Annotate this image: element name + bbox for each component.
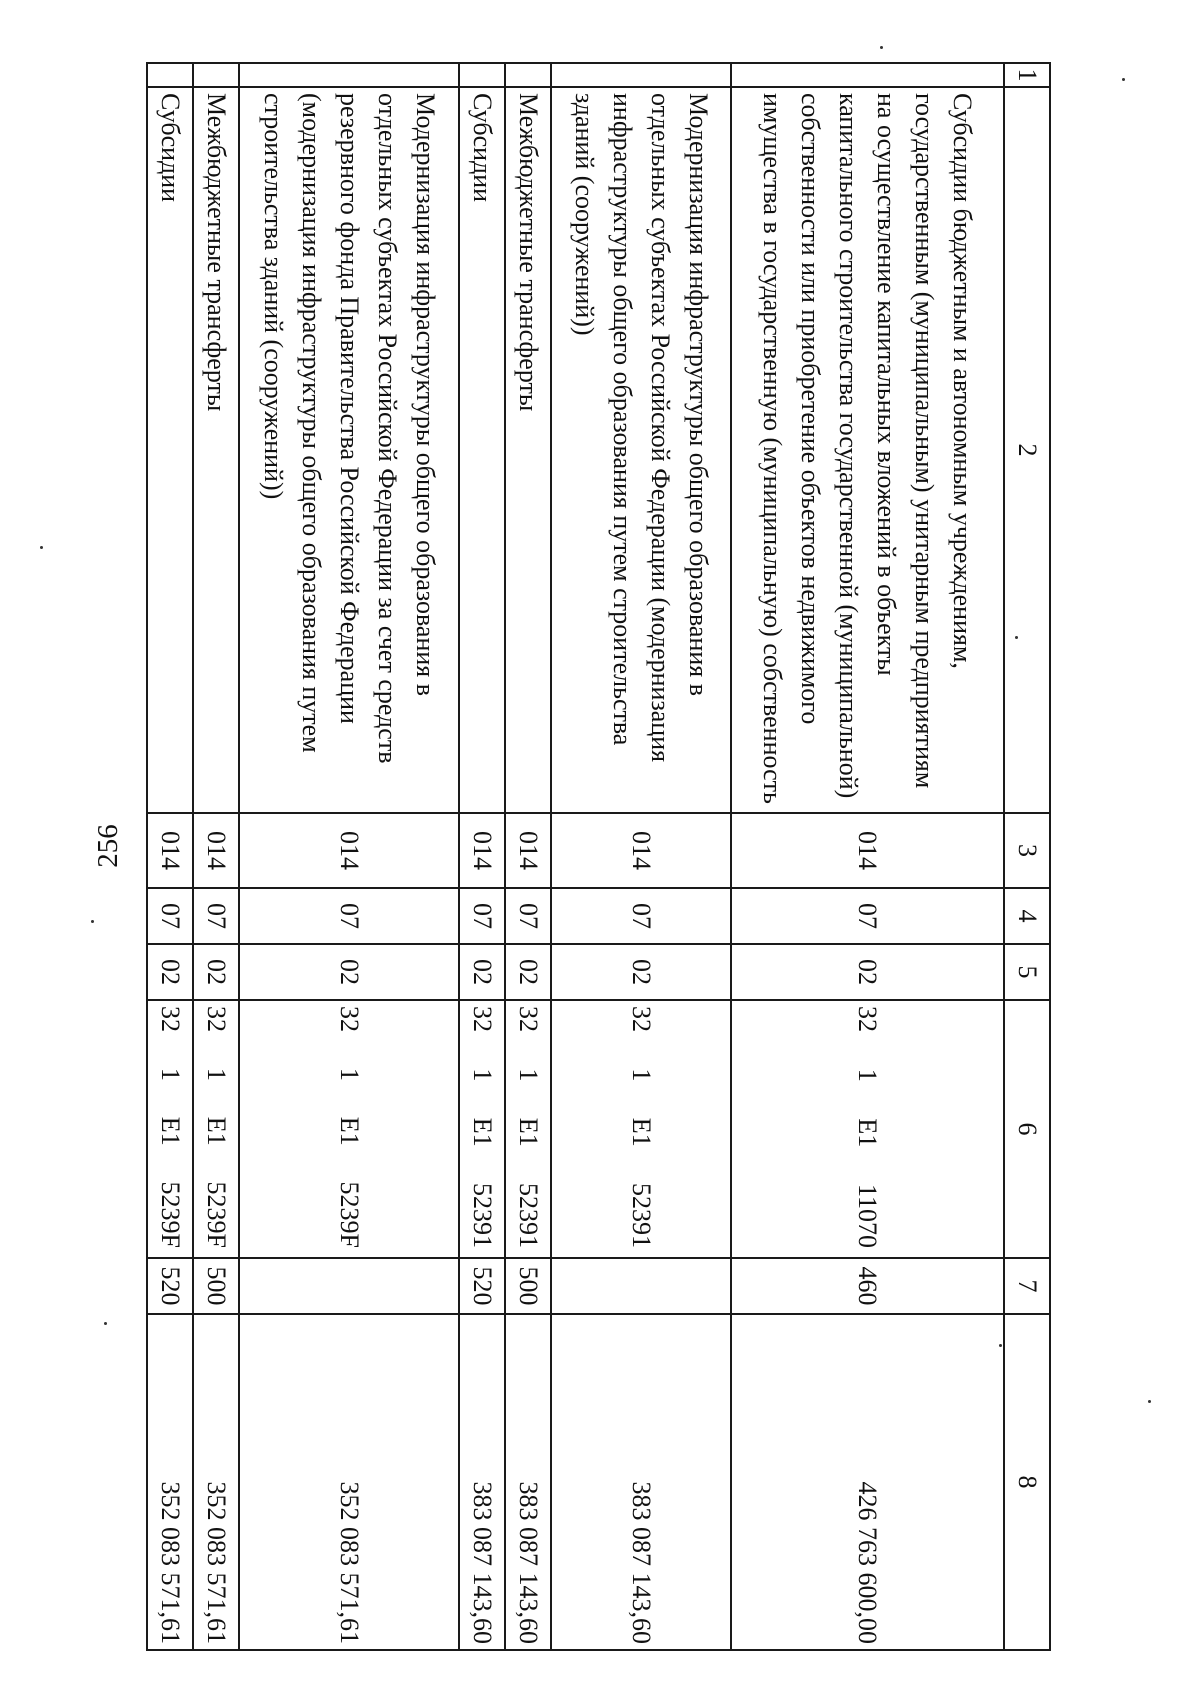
header-col-7: 7 (1004, 1258, 1050, 1314)
csr-subprogram: 1 (627, 1068, 657, 1082)
row-csr (551, 1000, 730, 1258)
row-pr: 02 (551, 944, 730, 1000)
row-csr (193, 1000, 239, 1258)
row-pr: 02 (147, 944, 193, 1000)
row-number-cell (460, 63, 506, 87)
row-vr: 500 (505, 1258, 551, 1314)
csr-project: Е1 (201, 1116, 231, 1146)
header-col-2: 2 (1004, 87, 1050, 813)
csr-direction: 5239F (201, 1181, 231, 1248)
row-grbs: 014 (551, 813, 730, 888)
row-rz: 07 (147, 888, 193, 944)
row-vr (551, 1258, 730, 1314)
csr-program: 32 (335, 1006, 365, 1032)
row-name: Модернизация инфраструктуры общего образования в отдельных субъектах Российской Федерации (модернизация инфраструктуры общего образования путем строительства зданий (сооружений)) (551, 87, 730, 813)
table-header-row (1004, 63, 1050, 1650)
csr-subprogram: 1 (853, 1068, 883, 1082)
csr-subprogram: 1 (201, 1067, 231, 1081)
scan-speck (1015, 636, 1018, 639)
table-row (193, 63, 239, 1650)
csr-direction: 5239F (335, 1181, 365, 1248)
row-pr: 02 (505, 944, 551, 1000)
row-number-cell (505, 63, 551, 87)
row-pr: 02 (731, 944, 1004, 1000)
row-number-cell (239, 63, 460, 87)
scan-speck (880, 46, 883, 49)
csr-direction: 52391 (627, 1182, 657, 1248)
row-grbs: 014 (147, 813, 193, 888)
row-name: Субсидии бюджетным и автономным учреждениям, государственным (муниципальным) унитарным предприятиям на осуществление капитальных вложений в объекты капитального строительства государственной (муниципальной) собственности или приобретение объектов недвижимого имущества в государственную (муниципальную) собственность (731, 87, 1004, 813)
header-col-8: 8 (1004, 1314, 1050, 1650)
row-sum: 352 083 571,61 (147, 1314, 193, 1650)
header-col-4: 4 (1004, 888, 1050, 944)
csr-subprogram: 1 (468, 1068, 498, 1082)
rotated-table-wrapper (146, 62, 1051, 1649)
row-rz: 07 (460, 888, 506, 944)
table-row (551, 63, 730, 1650)
row-sum: 352 083 571,61 (239, 1314, 460, 1650)
table-row (731, 63, 1004, 1650)
csr-direction: 52391 (514, 1182, 544, 1248)
csr-program: 32 (514, 1006, 544, 1032)
csr-project: Е1 (155, 1116, 185, 1146)
page-number: 256 (92, 824, 124, 868)
row-sum: 352 083 571,61 (193, 1314, 239, 1650)
table-row (239, 63, 460, 1650)
row-pr: 02 (193, 944, 239, 1000)
csr-program: 32 (627, 1006, 657, 1032)
row-vr (239, 1258, 460, 1314)
header-col-5: 5 (1004, 944, 1050, 1000)
csr-direction: 5239F (155, 1181, 185, 1248)
row-vr: 460 (731, 1258, 1004, 1314)
csr-subprogram: 1 (514, 1068, 544, 1082)
row-grbs: 014 (505, 813, 551, 888)
header-col-6: 6 (1004, 1000, 1050, 1258)
row-pr: 02 (239, 944, 460, 1000)
table-row (460, 63, 506, 1650)
row-rz: 07 (193, 888, 239, 944)
scan-speck (40, 546, 43, 549)
row-rz: 07 (551, 888, 730, 944)
row-number-cell (551, 63, 730, 87)
row-rz: 07 (239, 888, 460, 944)
csr-project: Е1 (514, 1117, 544, 1147)
row-sum: 426 763 600,00 (731, 1314, 1004, 1650)
table-row (147, 63, 193, 1650)
row-csr (460, 1000, 506, 1258)
scan-speck (1122, 78, 1125, 81)
row-grbs: 014 (460, 813, 506, 888)
row-number-cell (731, 63, 1004, 87)
csr-direction: 52391 (468, 1182, 498, 1248)
csr-project: Е1 (627, 1117, 657, 1147)
csr-project: Е1 (335, 1116, 365, 1146)
row-rz: 07 (731, 888, 1004, 944)
row-grbs: 014 (239, 813, 460, 888)
csr-direction: 11070 (853, 1183, 883, 1248)
row-csr (239, 1000, 460, 1258)
row-pr: 02 (460, 944, 506, 1000)
row-name: Межбюджетные трансферты (505, 87, 551, 813)
csr-subprogram: 1 (155, 1067, 185, 1081)
row-grbs: 014 (193, 813, 239, 888)
row-vr: 500 (193, 1258, 239, 1314)
row-csr (147, 1000, 193, 1258)
row-vr: 520 (147, 1258, 193, 1314)
table-row (505, 63, 551, 1650)
header-col-3: 3 (1004, 813, 1050, 888)
budget-table (146, 62, 1051, 1651)
row-number-cell (193, 63, 239, 87)
row-sum: 383 087 143,60 (551, 1314, 730, 1650)
row-name: Субсидии (147, 87, 193, 813)
row-number-cell (147, 63, 193, 87)
row-name: Субсидии (460, 87, 506, 813)
scan-speck (104, 1322, 107, 1325)
scan-speck (91, 920, 94, 923)
header-col-1: 1 (1004, 63, 1050, 87)
row-name: Межбюджетные трансферты (193, 87, 239, 813)
row-sum: 383 087 143,60 (460, 1314, 506, 1650)
csr-project: Е1 (853, 1118, 883, 1148)
row-csr (731, 1000, 1004, 1258)
csr-program: 32 (853, 1006, 883, 1032)
csr-program: 32 (155, 1006, 185, 1032)
row-rz: 07 (505, 888, 551, 944)
row-vr: 520 (460, 1258, 506, 1314)
row-name: Модернизация инфраструктуры общего образования в отдельных субъектах Российской Федерации за счет средств резервного фонда Правительства Российской Федерации (модернизация инфраструктуры общего образования путем строительства зданий (сооружений)) (239, 87, 460, 813)
row-csr (505, 1000, 551, 1258)
csr-program: 32 (201, 1006, 231, 1032)
row-sum: 383 087 143,60 (505, 1314, 551, 1650)
csr-program: 32 (468, 1006, 498, 1032)
row-grbs: 014 (731, 813, 1004, 888)
scan-speck (999, 1344, 1002, 1347)
csr-subprogram: 1 (335, 1067, 365, 1081)
csr-project: Е1 (468, 1117, 498, 1147)
scan-speck (1148, 1400, 1151, 1403)
